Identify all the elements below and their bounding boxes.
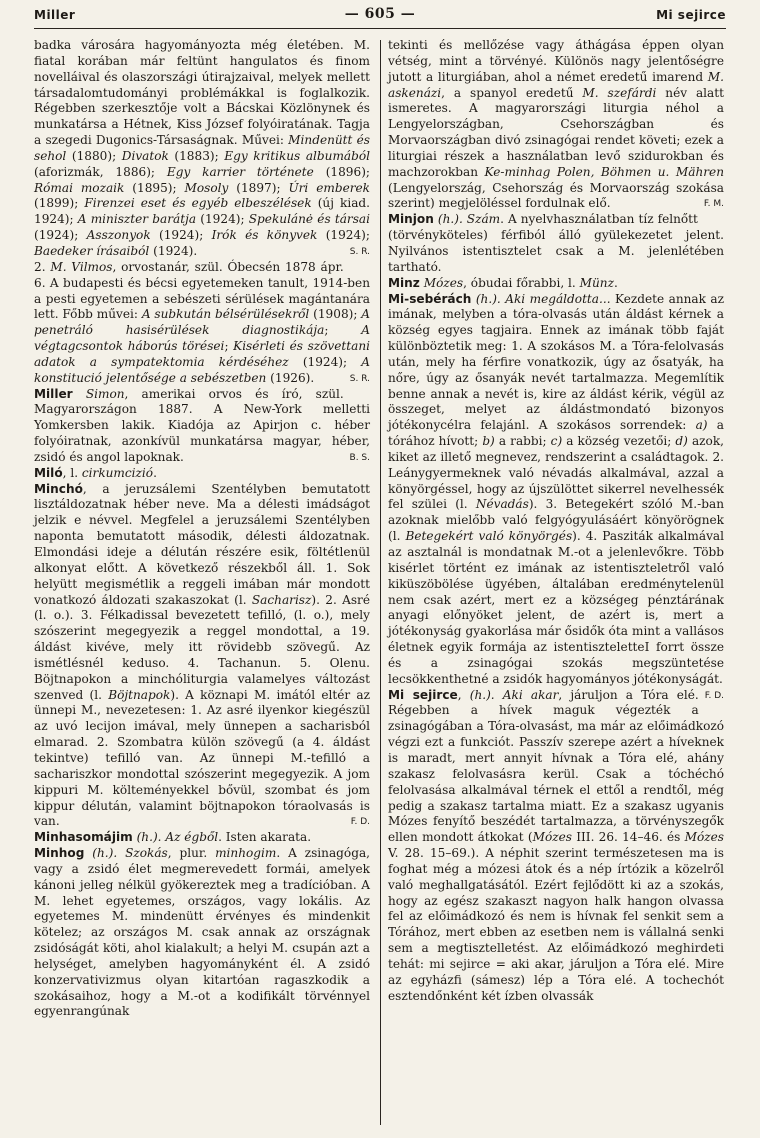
entry-paragraph: badka városára hagyományozta még életében. M. fiatal korában már feltünt hangulatos és finom novelláival és olaszországi útirajzaival, melyek mellett társadalomtudományi problémákkal is foglalkozik. Régebben szerkesztője volt a Bácskai Közlönynek és munkatársa a Hétnek, Kiss József folyóiratának. Tagja a szegedi Dugonics-Társaságnak. Művei: Mindenütt és sehol (1880); Divatok (1883); Egy kritikus albumából (aforizmák, 1886); Egy karrier története (1896); Római mozaik (1895); Mosoly (1897); Úri emberek (1899); Firenzei eset és egyéb elbeszélések (új kiad. 1924); A miniszter barátja (1924); Spekulánė és társai (1924); Asszonyok (1924); Irók és könyvek (1924); Baedeker írásaiból (1924). S. R. bbox=[34, 38, 370, 260]
entry-paragraph: Minjon (h.). Szám. A nyelvhasználatban tíz felnőtt (törvényköteles) férfiból álló gyülekezetet jelent. Nyilvános istentisztelet csak a M. jelenlétében tartható. bbox=[388, 212, 724, 274]
entry-paragraph: 2. M. Vilmos, orvostanár, szül. Óbecsén 1878 ápr. 6. A budapesti és bécsi egyetemeken tanult, 1914-ben a pesti egyetemen a sebészeti sérülések magántanára lett. Főbb művei: A subkután bélsérülésekről (1908); A penetráló hasisérülések diagnostikája; A végtagcsontok háborús törései; Kisérleti és szövettani adatok a sympatektomia kérdéséhez (1924); A konstitució jelentősége a sebészetben (1926). S. R. bbox=[34, 260, 370, 387]
author-signature: S. R. bbox=[349, 373, 370, 384]
entry-paragraph: Minz Mózes, óbudai főrabbi, l. Münz. bbox=[388, 275, 618, 290]
entry-paragraph: Minhog (h.). Szokás, plur. minhogim. A zsinagóga, vagy a zsidó élet megmerevedett formái, amelyek kánoni jelleg nélkül gyökereztek meg a tradícióban. A M. lehet egyetemes, országos, vagy lokális. Az egyetemes M. mindenütt érvényes és mindenkit kötelez; az országos M. csak annak az országnak zsidóságát köti, ahol kialakult; a helyi M. csupán azt a helységet, amelyben hagyományként él. A zsidó konzervativizmus olyan kitartóan ragaszkodik a szokásaihoz, hogy a M.-ot a kodifikált törvénnyel egyenrangúnak bbox=[34, 846, 370, 1019]
entry-paragraph: Miller Simon, amerikai orvos és író, szül. Magyarországon 1887. A New-York melletti Yomkersben lakik. Kiadója az Apirjon c. héber folyóiratnak, azonkívül munkatársa magyar, héber, zsidó és angol lapoknak. B. S. bbox=[34, 387, 370, 466]
page-number: — 605 — bbox=[344, 6, 416, 22]
author-signature: F. D. bbox=[704, 690, 724, 701]
author-signature: F. D. bbox=[350, 817, 370, 828]
entry-paragraph: Mi-sebérách (h.). Aki megáldotta... Kezdete annak az imának, melyben a tóra-olvasás után áldást kérnek a község egyes tagjaira. Ennek az imának több faját különböztetik meg: 1. A szokásos M. a Tóra-felolvasás után, mely ha férfire vonatkozik, úgy az ősatyák, ha nőre, úgy az ősanyák nevét tartalmazza. Megemlítik benne annak a nevét is, kire az áldást kérik, végül az összeget, melyet az áldástmondató bizonyos jótékonycélra felajánl. A szokásos sorrendek: a) a tórához hívott; b) a rabbi; c) a község vezetői; d) azok, kiket az illető megnevez, rendszerint a családtagok. 2. Leánygyermeknek való névadás alkalmával, azzal a könyörgéssel, hogy az újszülöttet sikerrel nevelhessék fel szülei (l. Névadás). 3. Betegekért szóló M.-ban azoknak mielőbb való felgyógyulásáért könyörögnek (l. Betegekért való könyörgés). 4. Pasziták alkalmával az asztalnál is mondatnak M.-ot a jelenlevőkre. Több kisérlet történt ez imának az istentiszteletről való kiküszöbölése ügyében, általában eredménytelenül nem csak azért, mert ez a községeg pénztárának anyagi előnyöket jelent, de azért is, mert a jótékonyság gyakorlása már ősidők óta mint a vallásos életnek egyik formája az istentiszteletteI forrt össze és a zsinagógai szokás megszüntetése lecsökkenthetné a zsidók hagyományos jótékonyságát. F. D. bbox=[388, 292, 724, 688]
running-head-left: Miller bbox=[34, 8, 76, 22]
running-head-right: Mi sejirce bbox=[656, 8, 726, 22]
right-column bbox=[388, 38, 724, 1004]
entry-paragraph: Minhasomájim (h.). Az égből. Isten akarata. bbox=[34, 830, 312, 845]
author-signature: B. S. bbox=[349, 452, 370, 463]
left-column bbox=[34, 38, 370, 1020]
entry-paragraph: Mi sejirce, (h.). Aki akar, járuljon a Tóra elé. Régebben a hívek maguk végezték a zsinagógában a Tóra-olvasást, ma már az előimádkozó végzi ezt a funkciót. Passzív szerepe azért a híveknek is maradt, mert annyit hívnak a Tóra elé, ahány szakasz felolvasásra kerül. Csak a tóchéchó felolvasása alkalmával térnek el ettől a rendtől, még pedig a szakasz tartalma miatt. Ez a szakasz ugyanis Mózes fenyítő beszédét tartalmazza, a törvényszegők ellen mondott átkokat (Mózes III. 26. 14–46. és Mózes V. 28. 15–69.). A néphit szerint természetesen ma is foghat még a mózesi átok és a nép írtózik a közelről való meghallgatásától. Ezért fejlődött ki az a szokás, hogy az egész szakaszt nagyon halk hangon olvassa fel az előimádkozó és nem is hívnak fel senkit sem a Tórához, mert ebben az esetben nem is vállalná senki sem a megtisztelletést. Az előimádkozó meghirdeti tehát: mi sejirce = aki akar, járuljon a Tóra elé. Mire az egyházfi (sámesz) lép a Tóra elé. A tochechót esztendőnként két ízben olvassák bbox=[388, 687, 724, 1003]
author-signature: F. M. bbox=[703, 199, 724, 210]
entry-paragraph: tekinti és mellőzése vagy áthágása éppen olyan vétség, mint a törvényé. Különös nagy jelentőségre jutott a liturgiában, ahol a német eredetű imarend M. askenázi, a spanyol eredetű M. szefárdi név alatt ismeretes. A magyarországi liturgia néhol a Lengyelországban, Csehországban és Morvaországban divó zsinagógai rendet követi; ezek a liturgiai részek a használatban levő szidurokban és machzorokban Ke-minhag Polen, Böhmen u. Mähren (Lengyelország, Csehország és Morvaország szokása szerint) megjelöléssel fordulnak elő. F. M. bbox=[388, 38, 724, 212]
entry-paragraph: Minchó, a jeruzsálemi Szentélyben bemutatott lisztáldozatnak héber neve. Ma a délesti imádságot jelzik e névvel. Megfelel a jeruzsálemi Szentélyben naponta bemutatott második, délesti áldozatnak. Elmondási ideje a délután részére esik, föltétlenül alkonyat előtt. A következő részekből áll. 1. Sok helyütt megismétlik a reggeli imában már mondott vonatkozó áldozati szakaszokat (l. Sacharisz). 2. Asré (l. o.). 3. Félkadissal bevezetett tefilló, (l. o.), mely szószerint megegyezik a reggel mondottal, a 19. áldást kivéve, mely itt rövidebb szövegű. Az ismétlésnél keduso. 4. Tachanun. 5. Olenu. Böjtnapokon a minchóliturgia valamelyes változást szenved (l. Böjtnapok). A köznapi M. imától eltér az ünnepi M., nevezetesen: 1. Az asré ilyenkor kiegészül az uvó lecijon imával, mely ünnepen a sacharisból elmarad. 2. Szombatra külön szövegű (a 4. áldást tekintve) tefilló van. Az ünnepi M.-tefilló a sachariszkor mondottal szószerint megegyezik. A jom kippuri M. költeményekkel bővül, szombat és jom kippur délután, valamint böjtnapokon tóraolvasás is van. F. D. bbox=[34, 482, 370, 831]
header-rule bbox=[34, 28, 726, 29]
author-signature: S. R. bbox=[349, 246, 370, 257]
column-divider bbox=[380, 40, 381, 1125]
entry-paragraph: Miló, l. cirkumcizió. bbox=[34, 465, 157, 480]
